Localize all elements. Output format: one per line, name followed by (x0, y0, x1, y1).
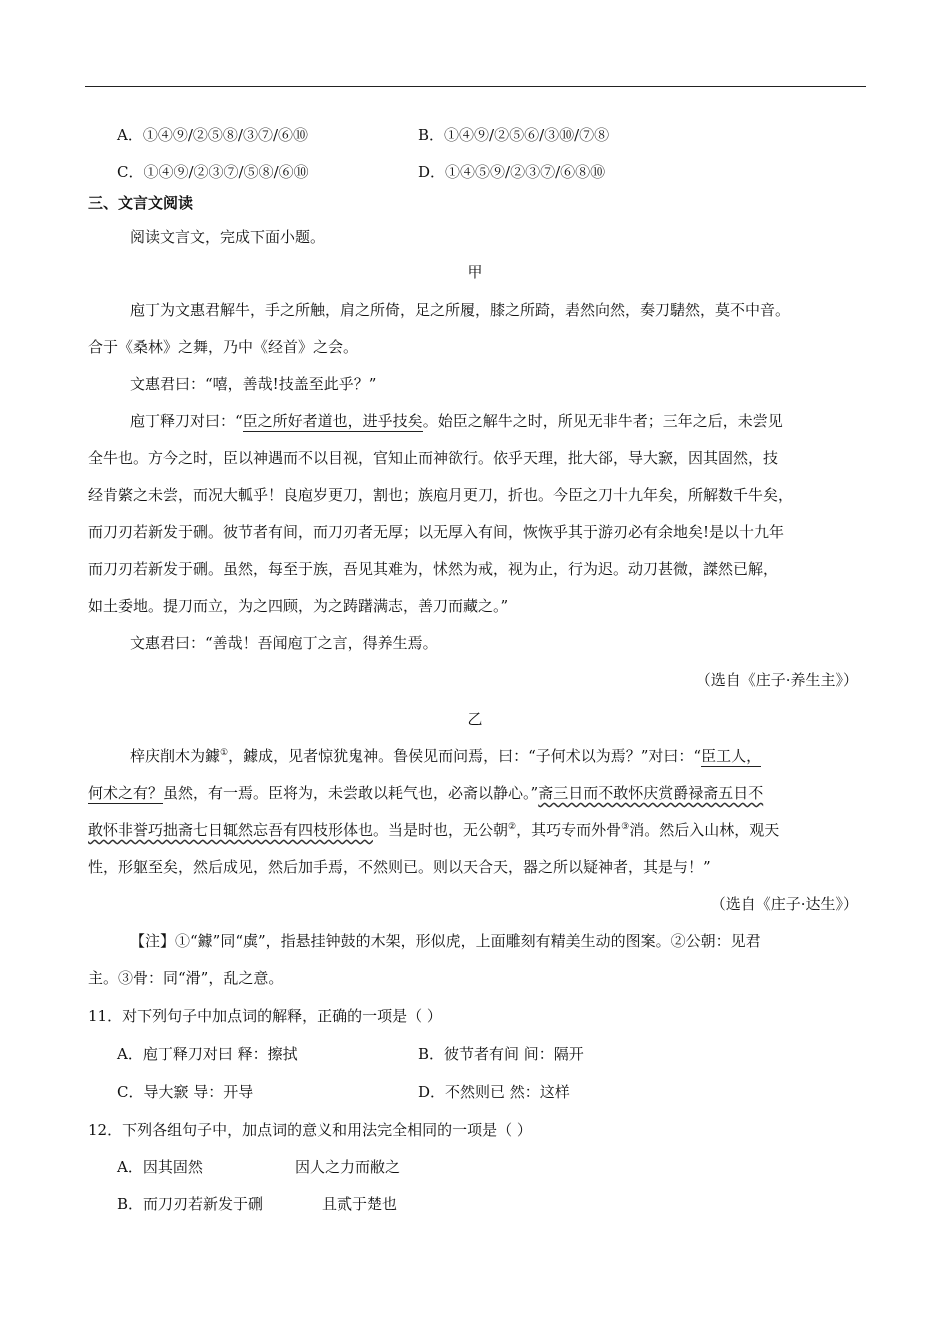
yi-wavy-2: 敢怀非誉巧拙斋七日辄然忘吾有四枝形体也 (88, 821, 374, 839)
jia-p3-post: 。始臣之解牛之时，所见无非牛者；三年之后，未尝见 (422, 412, 783, 430)
jia-underlined-sentence: 臣之所好者道也，进乎技矣 (242, 412, 423, 430)
yi-line3 (88, 820, 868, 840)
q11-option-d: D．不然则已 然：这样 (418, 1083, 570, 1101)
yi-source: （选自《庄子·达生》） (710, 895, 858, 913)
section-title: 三、文言文阅读 (88, 194, 194, 212)
yi-p3-post: 消。然后入山林，观天 (629, 821, 780, 839)
option-b: B．①④⑨/②⑤⑥/③⑩/⑦⑧ (418, 126, 610, 144)
q11-option-c: C．导大窾 导：开导 (117, 1083, 254, 1101)
option-d: D．①④⑤⑨/②③⑦/⑥⑧⑩ (418, 163, 606, 181)
header-rule (85, 86, 866, 87)
yi-p1-mid: ，鐻成，见者惊犹鬼神。鲁侯见而问焉，曰：“子何术以为焉？”对曰：“ (228, 747, 702, 765)
jia-p3-line6: 如土委地。提刀而立，为之四顾，为之踌躇满志，善刀而藏之。” (88, 597, 509, 615)
yi-underlined-2: 何术之有？ (88, 784, 164, 802)
yi-p1-pre: 梓庆削木为鐻 (130, 747, 221, 765)
yi-p2-mid: 虽然，有一焉。臣将为，未尝敢以耗气也，必斋以静心。” (163, 784, 539, 802)
jia-p3-line4: 而刀刃若新发于硎。彼节者有间，而刀刃者无厚；以无厚入有间，恢恢乎其于游刃必有余地矣!是以十九年 (88, 523, 785, 541)
q12-option-b-left: B．而刀刃若新发于硎 (117, 1195, 264, 1213)
q12-option-a-left: A．因其固然 (117, 1158, 203, 1176)
note-ref-3: ③ (621, 822, 630, 832)
yi-wavy-1: 斋三日而不敢怀庆赏爵禄斋五日不 (538, 784, 764, 802)
jia-p3-line2: 全牛也。方今之时，臣以神遇而不以目视，官知止而神欲行。依乎天理，批大郤，导大窾，因其固然，技 (88, 449, 779, 467)
yi-p3-mid: 。当是时也，无公朝 (373, 821, 509, 839)
option-a: A．①④⑨/②⑤⑧/③⑦/⑥⑩ (117, 126, 308, 144)
yi-line1 (130, 746, 910, 766)
jia-p3-line5: 而刀刃若新发于硎。虽然，每至于族，吾见其难为，怵然为戒，视为止，行为迟。动刀甚微，謋然已解， (88, 560, 779, 578)
notes-line1: 【注】①“鐻”同“虡”，指悬挂钟鼓的木架，形似虎，上面雕刻有精美生动的图案。②公朝：见君 (130, 932, 761, 950)
q12-option-a-right: 因人之力而敝之 (295, 1158, 401, 1176)
jia-p4: 文惠君曰：“善哉！吾闻庖丁之言，得养生焉。 (130, 634, 438, 652)
note-ref-1: ① (220, 748, 229, 758)
passage-jia-label: 甲 (467, 263, 483, 281)
yi-line4: 性，形躯至矣，然后成见，然后加手焉，不然则已。则以天合天，器之所以疑神者，其是与！” (88, 858, 711, 876)
jia-p1a: 庖丁为文惠君解牛，手之所触，肩之所倚，足之所履，膝之所踦，砉然向然，奏刀騞然，莫不中音。 (130, 301, 791, 319)
q12-stem: 12．下列各组句子中，加点词的意义和用法完全相同的一项是（ ） (88, 1121, 532, 1139)
jia-p3-pre: 庖丁释刀对曰：“ (130, 412, 243, 430)
jia-p1b: 合于《桑林》之舞，乃中《经首》之会。 (88, 338, 359, 356)
yi-line2 (88, 783, 868, 803)
yi-p3-mid2: ，其巧专而外骨 (516, 821, 622, 839)
jia-source: （选自《庄子·养生主》） (695, 671, 858, 689)
jia-p3-line3: 经肯綮之未尝，而况大軱乎！良庖岁更刀，割也；族庖月更刀，折也。今臣之刀十九年矣，所解数千牛矣， (88, 486, 794, 504)
q11-option-a: A．庖丁释刀对曰 释：擦拭 (117, 1045, 298, 1063)
jia-p2: 文惠君曰：“嘻，善哉!技盖至此乎？” (130, 375, 377, 393)
q11-option-b: B．彼节者有间 间：隔开 (418, 1045, 584, 1063)
passage-yi-label: 乙 (467, 710, 483, 728)
q12-option-b-right: 且贰于楚也 (322, 1195, 398, 1213)
option-c: C．①④⑨/②③⑦/⑤⑧/⑥⑩ (117, 163, 309, 181)
section-instruction: 阅读文言文，完成下面小题。 (130, 228, 326, 246)
q11-stem: 11．对下列句子中加点词的解释，正确的一项是（ ） (88, 1007, 442, 1025)
note-ref-2: ② (508, 822, 517, 832)
jia-p3-line1 (130, 411, 910, 431)
yi-underlined-1: 臣工人， (701, 747, 762, 765)
notes-line2: 主。③骨：同“滑”，乱之意。 (88, 969, 284, 987)
